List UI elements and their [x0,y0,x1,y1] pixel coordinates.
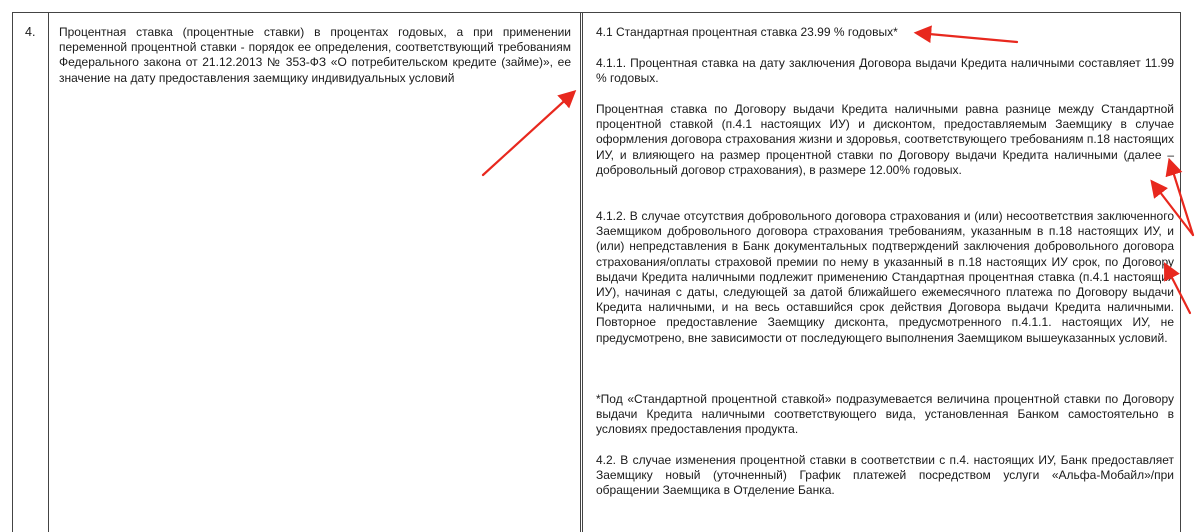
terms-table [12,12,1181,532]
initial-rate-paragraph: 4.1.1. Процентная ставка на дату заключения Договора выдачи Кредита наличными составляет 11.99 % годовых. [596,56,1174,86]
standard-rate-paragraph: 4.1 Стандартная процентная ставка 23.99 % годовых* [596,25,898,39]
discount-paragraph: Процентная ставка по Договору выдачи Кредита наличными равна разнице между Стандартной процентной ставкой (п.4.1 настоящих ИУ) и дисконтом, предоставляемым Заемщику в случае оформления договора страхования жизни и здоровья, соответствующего требованиям п.18 настоящих ИУ, и влияющего на размер процентной ставки по Договору выдачи Кредита наличными (далее – добровольный договор страхования), в размере 12.00% годовых. [596,102,1174,177]
row-description: Процентная ставка (процентные ставки) в процентах годовых, а при применении переменной процентной ставки - порядок ее определения, соответствующий требованиям Федерального закона от 21.12.2013 № 353-ФЗ «О потребительском кредите (займе)», ее значение на дату предоставления заемщику индивидуальных условий [59,25,571,85]
row-number: 4. [25,25,36,39]
footnote-paragraph: *Под «Стандартной процентной ставкой» подразумевается величина процентной ставки по Договору выдачи Кредита наличными соответствующего вида, установленная Банком самостоятельно в условиях предоставления продукта. [596,392,1174,437]
no-insurance-paragraph: 4.1.2. В случае отсутствия добровольного договора страхования и (или) несоответствия заключенного Заемщиком добровольного договора страхования требованиям, указанным в п.18 настоящих ИУ, и (или) непредставления в Банк документальных подтверждений заключения добровольного договора страхования/оплаты страховой премии по нему в указанный в п.18 настоящих ИУ срок, по Договору выдачи Кредита наличными подлежит применению Стандартная процентная ставка (п.4.1 настоящих ИУ), начиная с даты, следующей за датой ближайшего ежемесячного платежа по Договору выдачи Кредита наличными, и на весь оставшийся срок действия Договора выдачи Кредита наличными. Повторное предоставление Заемщику дисконта, предусмотренного п.4.1.1. настоящих ИУ, не предусмотрено, вне зависимости от последующего выполнения Заемщиком вышеуказанных условий. [596,209,1174,345]
row-value-cell [586,13,1181,532]
row-description-cell [49,13,583,532]
row-number-cell [13,13,49,532]
rate-change-paragraph: 4.2. В случае изменения процентной ставки в соответствии с п.4. настоящих ИУ, Банк предоставляет Заемщику новый (уточненный) График платежей посредством услуги «Альфа-Мобайл»/при обращении Заемщика в Отделение Банка. [596,453,1174,498]
